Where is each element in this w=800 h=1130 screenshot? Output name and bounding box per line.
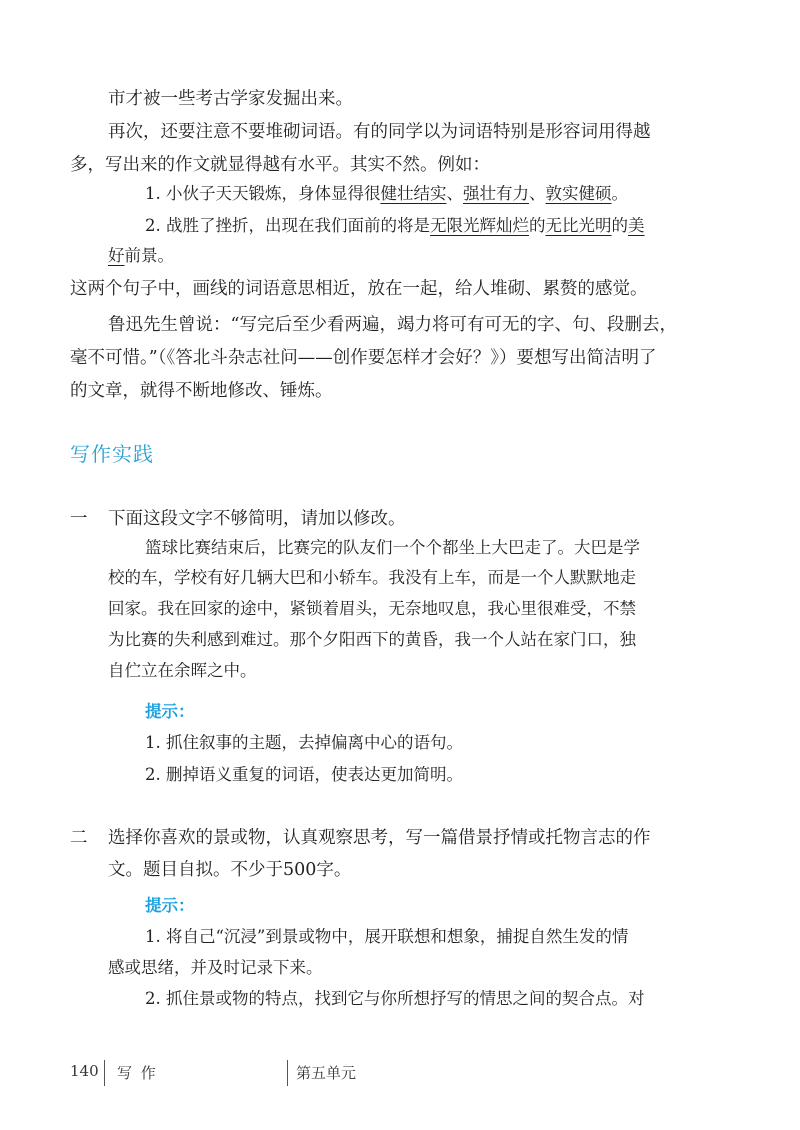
- example-2-line-1: [145, 214, 645, 238]
- example-1-text: 1. 小伙子天天锻炼，身体显得很: [145, 184, 381, 203]
- task-1-passage-line: 回家。我在回家的途中，紧锁着眉头，无奈地叹息，我心里很难受，不禁: [108, 599, 636, 618]
- example-1-sep: 、: [529, 184, 546, 203]
- task-1-hint: 1. 抓住叙事的主题，去掉偏离中心的语句。: [145, 733, 463, 752]
- intro-line-2: 再次，还要注意不要堆砌词语。有的同学以为词语特别是形容词用得越: [108, 122, 651, 142]
- underlined-phrase: 强壮有力: [463, 184, 529, 203]
- underlined-phrase: 无限光辉灿烂: [430, 216, 529, 235]
- intro-line-8: 毫不可惜。”（《答北斗杂志社问——创作要怎样才会好？》）要想写出简洁明了: [70, 348, 657, 368]
- example-1: [145, 182, 628, 206]
- example-1-sep: 、: [446, 184, 463, 203]
- example-1-end: 。: [611, 184, 628, 203]
- task-1-passage-line: 校的车，学校有好几辆大巴和小轿车。我没有上车，而是一个人默默地走: [108, 568, 636, 587]
- intro-line-1: 市才被一些考古学家发掘出来。: [108, 89, 353, 109]
- task-2-prompt-line-2: 文。题目自拟。不少于500字。: [108, 860, 352, 880]
- example-2-text: 2. 战胜了挫折，出现在我们面前的将是: [145, 216, 430, 235]
- task-1-prompt: 下面这段文字不够简明，请加以修改。: [108, 509, 406, 529]
- intro-line-9: 的文章，就得不断地修改、锤炼。: [70, 381, 333, 401]
- footer-divider: [287, 1060, 288, 1086]
- task-1-number: 一: [70, 509, 88, 529]
- example-2-end: 前景。: [124, 246, 174, 265]
- task-1-passage-line: 为比赛的失利感到难过。那个夕阳西下的黄昏，我一个人站在家门口，独: [108, 630, 636, 649]
- task-1-hint-label: 提示：: [145, 702, 195, 721]
- task-2-number: 二: [70, 828, 88, 848]
- footer-unit: 第五单元: [296, 1064, 357, 1082]
- task-2-hint: 2. 抓住景或物的特点，找到它与你所想抒写的情思之间的契合点。对: [145, 989, 645, 1008]
- page-number: 140: [70, 1062, 99, 1080]
- intro-line-3: 多，写出来的作文就显得越有水平。其实不然。例如：: [70, 155, 490, 175]
- example-2-sep: 的: [529, 216, 546, 235]
- footer-divider: [104, 1060, 105, 1086]
- underlined-phrase: 好: [108, 246, 125, 265]
- task-1-passage-line: 自伫立在余晖之中。: [108, 661, 257, 680]
- task-2-hint: 感或思绪，并及时记录下来。: [108, 958, 323, 977]
- underlined-phrase: 健壮结实: [380, 184, 447, 203]
- task-2-prompt-line-1: 选择你喜欢的景或物，认真观察思考，写一篇借景抒情或托物言志的作: [108, 828, 651, 848]
- task-1-passage-line: 篮球比赛结束后，比赛完的队友们一个个都坐上大巴走了。大巴是学: [145, 538, 640, 557]
- task-2-hint-label: 提示：: [145, 896, 195, 915]
- task-2-hint: 1. 将自己“沉浸”到景或物中，展开联想和想象，捕捉自然生发的情: [145, 927, 629, 946]
- intro-line-7: 鲁迅先生曾说：“写完后至少看两遍，竭力将可有可无的字、句、段删去，: [108, 315, 677, 335]
- example-2-line-2: [108, 244, 174, 268]
- intro-line-6: 这两个句子中，画线的词语意思相近，放在一起，给人堆砌、累赘的感觉。: [70, 279, 648, 299]
- underlined-phrase: 敦实健硕: [545, 184, 612, 203]
- underlined-phrase: 美: [628, 216, 645, 235]
- underlined-phrase: 无比光明: [545, 216, 612, 235]
- section-title: 写作实践: [70, 442, 154, 466]
- footer-section: 写 作: [117, 1064, 158, 1082]
- task-1-hint: 2. 删掉语义重复的词语，使表达更加简明。: [145, 765, 463, 784]
- example-2-sep: 的: [611, 216, 628, 235]
